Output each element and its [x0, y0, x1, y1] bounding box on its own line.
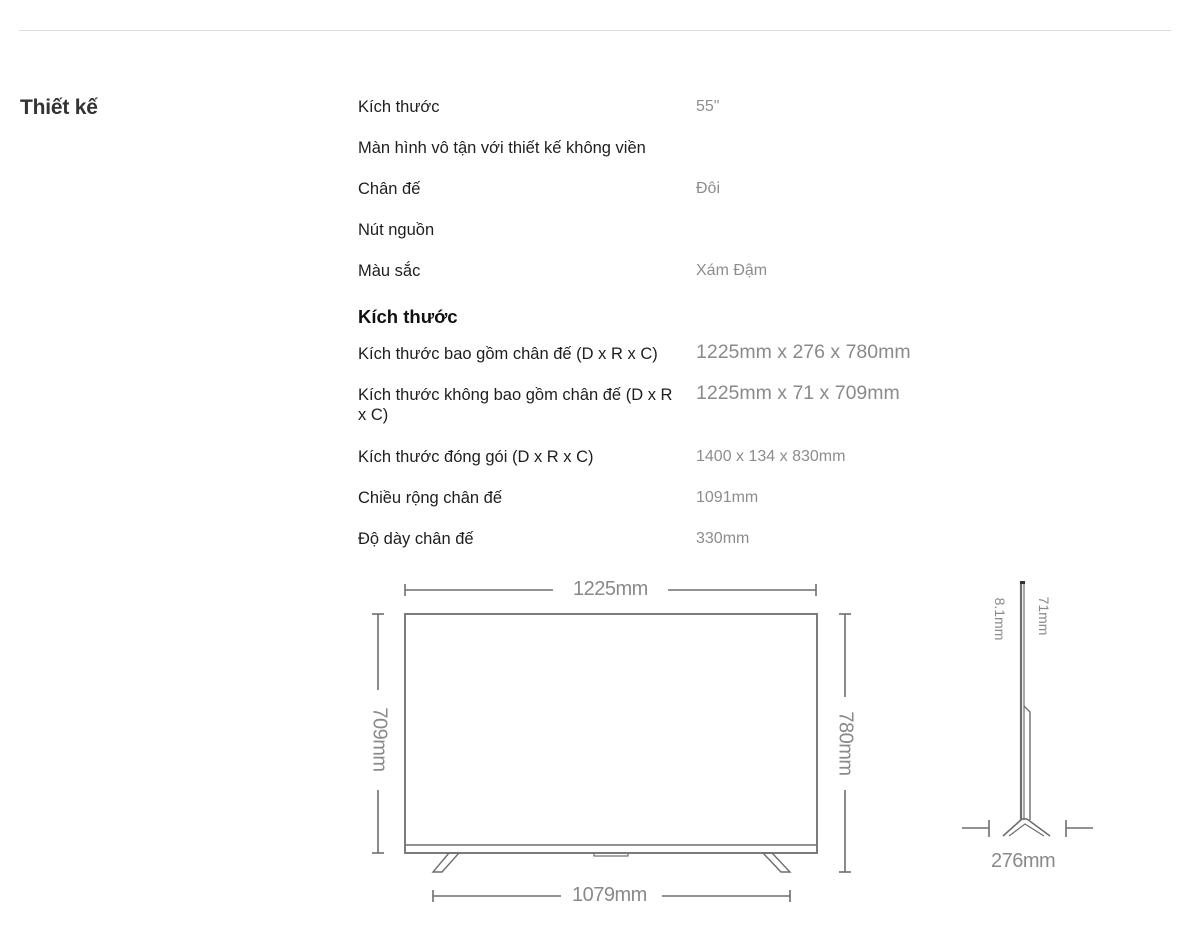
section-divider [19, 30, 1171, 31]
stand-depth-label: 276mm [991, 850, 1056, 872]
spec-table [358, 95, 958, 568]
spec-value: 55" [696, 98, 720, 115]
section-title: Thiết kế [20, 96, 98, 119]
bezel-thickness-label: 8.1mm [992, 597, 1008, 641]
depth-label: 71mm [1036, 596, 1052, 636]
total-height-label: 780mm [834, 711, 857, 776]
spec-row-power-button [358, 218, 958, 259]
spec-row-package-dims [358, 445, 958, 486]
spec-row-bezel [358, 136, 958, 177]
spec-row-dims-with-stand [358, 342, 958, 383]
spec-value: 330mm [696, 530, 750, 547]
spec-label: Nút nguồn [358, 221, 435, 239]
spec-value: 1091mm [696, 489, 759, 506]
spec-value: 1400 x 134 x 830mm [696, 448, 846, 465]
spec-label: Màn hình vô tận với thiết kế không viền [358, 139, 646, 157]
spec-label: Kích thước [358, 98, 440, 116]
spec-value: 1225mm x 71 x 709mm [696, 382, 900, 404]
spec-row-dims-without-stand [358, 383, 958, 445]
screen-height-label: 709mm [368, 707, 391, 772]
spec-value: Xám Đậm [696, 262, 768, 279]
width-label: 1225mm [573, 578, 648, 600]
spec-row-stand-width [358, 486, 958, 527]
spec-label: Kích thước không bao gồm chân đế (D x R x C) [358, 386, 673, 424]
dimensions-heading: Kích thước [358, 306, 458, 327]
spec-row-color [358, 259, 958, 300]
spec-label: Chiều rộng chân đế [358, 489, 503, 507]
spec-value: Đôi [696, 180, 721, 197]
spec-row-stand-thickness [358, 527, 958, 568]
spec-label: Kích thước bao gồm chân đế (D x R x C) [358, 345, 658, 363]
spec-row-size [358, 95, 958, 136]
spec-label: Chân đế [358, 180, 421, 198]
spec-label: Màu sắc [358, 262, 421, 280]
spec-label: Độ dày chân đế [358, 530, 474, 548]
spec-value: 1225mm x 276 x 780mm [696, 341, 911, 363]
spec-label: Kích thước đóng gói (D x R x C) [358, 448, 594, 466]
stand-width-label: 1079mm [572, 884, 647, 906]
spec-row-stand [358, 177, 958, 218]
